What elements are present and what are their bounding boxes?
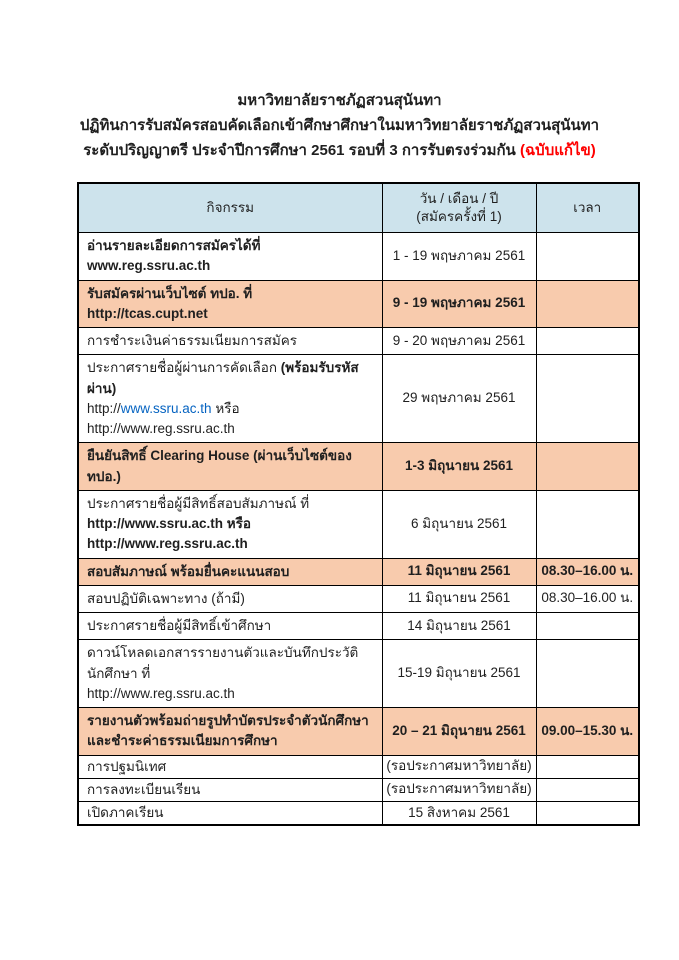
text-segment: สอบสัมภาษณ์ พร้อมยื่นคะแนนสอบ <box>87 563 290 579</box>
table-row <box>78 558 639 585</box>
activity-cell <box>78 355 382 443</box>
text-segment: http://www.reg.ssru.ac.th <box>87 685 235 701</box>
date-cell: (รอประกาศมหาวิทยาลัย) <box>382 778 536 801</box>
title-revision-note: (ฉบับแก้ไข) <box>519 142 596 159</box>
time-cell <box>536 443 639 491</box>
date-cell: 1-3 มิถุนายน 2561 <box>382 443 536 491</box>
text-segment: รายงานตัวพร้อมถ่ายรูปทำบัตรประจำตัวนักศึกษาและชำระค่าธรรมเนียมการศึกษา <box>87 713 369 749</box>
activity-line <box>87 494 374 514</box>
time-cell <box>536 613 639 640</box>
time-cell <box>536 355 639 443</box>
table-row <box>78 585 639 612</box>
table-head <box>78 183 639 233</box>
table-row <box>78 708 639 756</box>
col-header-date-line1: วัน / เดือน / ปี <box>419 190 499 206</box>
time-cell <box>536 802 639 826</box>
title-line-2: ปฏิทินการรับสมัครสอบคัดเลือกเข้าศึกษาศึกษาในมหาวิทยาลัยราชภัฏสวนสุนันทา <box>79 117 600 134</box>
text-segment: รับสมัครผ่านเว็บไซต์ ทปอ. ที่ http://tcas.cupt.net <box>87 285 253 321</box>
date-cell: 6 มิถุนายน 2561 <box>382 490 536 558</box>
activity-line <box>87 446 374 487</box>
table-row <box>78 355 639 443</box>
col-header-date-line2: (สมัครครั้งที่ 1) <box>416 209 502 224</box>
col-header-activity: กิจกรรม <box>78 183 382 233</box>
date-cell: 15-19 มิถุนายน 2561 <box>382 640 536 708</box>
activity-cell <box>78 490 382 558</box>
activity-line <box>87 711 374 752</box>
activity-line <box>87 514 374 534</box>
activity-line <box>87 684 374 704</box>
text-segment: หรือ http://www.reg.ssru.ac.th <box>87 400 240 436</box>
activity-line <box>87 757 374 777</box>
text-segment: สอบปฏิบัติเฉพาะทาง (ถ้ามี) <box>87 590 245 606</box>
activity-line <box>87 534 374 554</box>
activity-cell <box>78 802 382 826</box>
activity-line <box>87 358 374 399</box>
activity-line <box>87 643 374 684</box>
activity-line <box>87 236 374 277</box>
activity-line <box>87 399 374 440</box>
col-header-date <box>382 183 536 233</box>
text-segment: http://www.reg.ssru.ac.th <box>87 536 248 552</box>
date-cell: 1 - 19 พฤษภาคม 2561 <box>382 233 536 281</box>
date-cell: 14 มิถุนายน 2561 <box>382 613 536 640</box>
activity-cell <box>78 558 382 585</box>
table-row <box>78 280 639 328</box>
activity-cell <box>78 708 382 756</box>
date-cell: 29 พฤษภาคม 2561 <box>382 355 536 443</box>
time-cell <box>536 233 639 281</box>
time-cell <box>536 280 639 328</box>
activity-line <box>87 780 374 800</box>
table-row <box>78 802 639 826</box>
time-cell <box>536 778 639 801</box>
activity-cell <box>78 443 382 491</box>
text-segment: อ่านรายละเอียดการสมัครได้ที่ www.reg.ssru.ac.th <box>87 238 261 274</box>
date-cell: 9 - 20 พฤษภาคม 2561 <box>382 328 536 355</box>
table-row <box>78 443 639 491</box>
text-segment: ยืนยันสิทธิ์ Clearing House (ผ่านเว็บไซต์ของ ทปอ.) <box>87 448 352 484</box>
admission-calendar-table <box>77 182 640 826</box>
date-cell: 20 – 21 มิถุนายน 2561 <box>382 708 536 756</box>
text-segment: ดาวน์โหลดเอกสารรายงานตัวและบันทึกประวัตินักศึกษา ที่ <box>87 645 359 681</box>
text-segment: http://www.ssru.ac.th หรือ <box>87 516 252 531</box>
time-cell <box>536 328 639 355</box>
title-line-3-text: ระดับปริญญาตรี ประจำปีการศึกษา 2561 รอบที่ 3 การรับตรงร่วมกัน <box>83 142 520 159</box>
table-row <box>78 778 639 801</box>
time-cell <box>536 755 639 778</box>
text-segment: (พร้อมรับรหัสผ่าน) <box>87 360 359 396</box>
title-line-1: มหาวิทยาลัยราชภัฏสวนสุนันทา <box>237 92 442 109</box>
date-cell: 11 มิถุนายน 2561 <box>382 585 536 612</box>
activity-cell <box>78 613 382 640</box>
activity-line <box>87 803 374 823</box>
title-line-3 <box>0 138 679 163</box>
time-cell <box>536 490 639 558</box>
activity-cell <box>78 328 382 355</box>
time-cell: 08.30–16.00 น. <box>536 558 639 585</box>
table-row <box>78 613 639 640</box>
activity-cell <box>78 640 382 708</box>
time-cell: 09.00–15.30 น. <box>536 708 639 756</box>
activity-line <box>87 562 374 582</box>
activity-line <box>87 331 374 351</box>
time-cell <box>536 640 639 708</box>
document-title <box>0 0 679 163</box>
text-segment: ประกาศรายชื่อผู้ผ่านการคัดเลือก <box>87 360 281 376</box>
table-row <box>78 640 639 708</box>
hyperlink[interactable]: www.ssru.ac.th <box>120 400 212 416</box>
date-cell: (รอประกาศมหาวิทยาลัย) <box>382 755 536 778</box>
activity-cell <box>78 280 382 328</box>
table-header-row <box>78 183 639 233</box>
text-segment: เปิดภาคเรียน <box>87 805 164 820</box>
activity-cell <box>78 755 382 778</box>
table-row <box>78 233 639 281</box>
activity-line <box>87 616 374 636</box>
text-segment: การชำระเงินค่าธรรมเนียมการสมัคร <box>87 333 298 348</box>
time-cell: 08.30–16.00 น. <box>536 585 639 612</box>
text-segment: การลงทะเบียนเรียน <box>87 781 201 797</box>
activity-cell <box>78 778 382 801</box>
date-cell: 11 มิถุนายน 2561 <box>382 558 536 585</box>
text-segment: http:// <box>87 400 121 416</box>
table-body <box>78 233 639 826</box>
activity-cell <box>78 233 382 281</box>
date-cell: 9 - 19 พฤษภาคม 2561 <box>382 280 536 328</box>
table-row <box>78 755 639 778</box>
table-row <box>78 328 639 355</box>
activity-cell <box>78 585 382 612</box>
activity-line <box>87 284 374 325</box>
activity-line <box>87 589 374 609</box>
table-row <box>78 490 639 558</box>
date-cell: 15 สิงหาคม 2561 <box>382 802 536 826</box>
text-segment: ประกาศรายชื่อผู้มีสิทธิ์เข้าศึกษา <box>87 618 272 633</box>
col-header-time: เวลา <box>536 183 639 233</box>
text-segment: การปฐมนิเทศ <box>87 758 167 774</box>
text-segment: ประกาศรายชื่อผู้มีสิทธิ์สอบสัมภาษณ์ ที่ <box>87 495 310 511</box>
